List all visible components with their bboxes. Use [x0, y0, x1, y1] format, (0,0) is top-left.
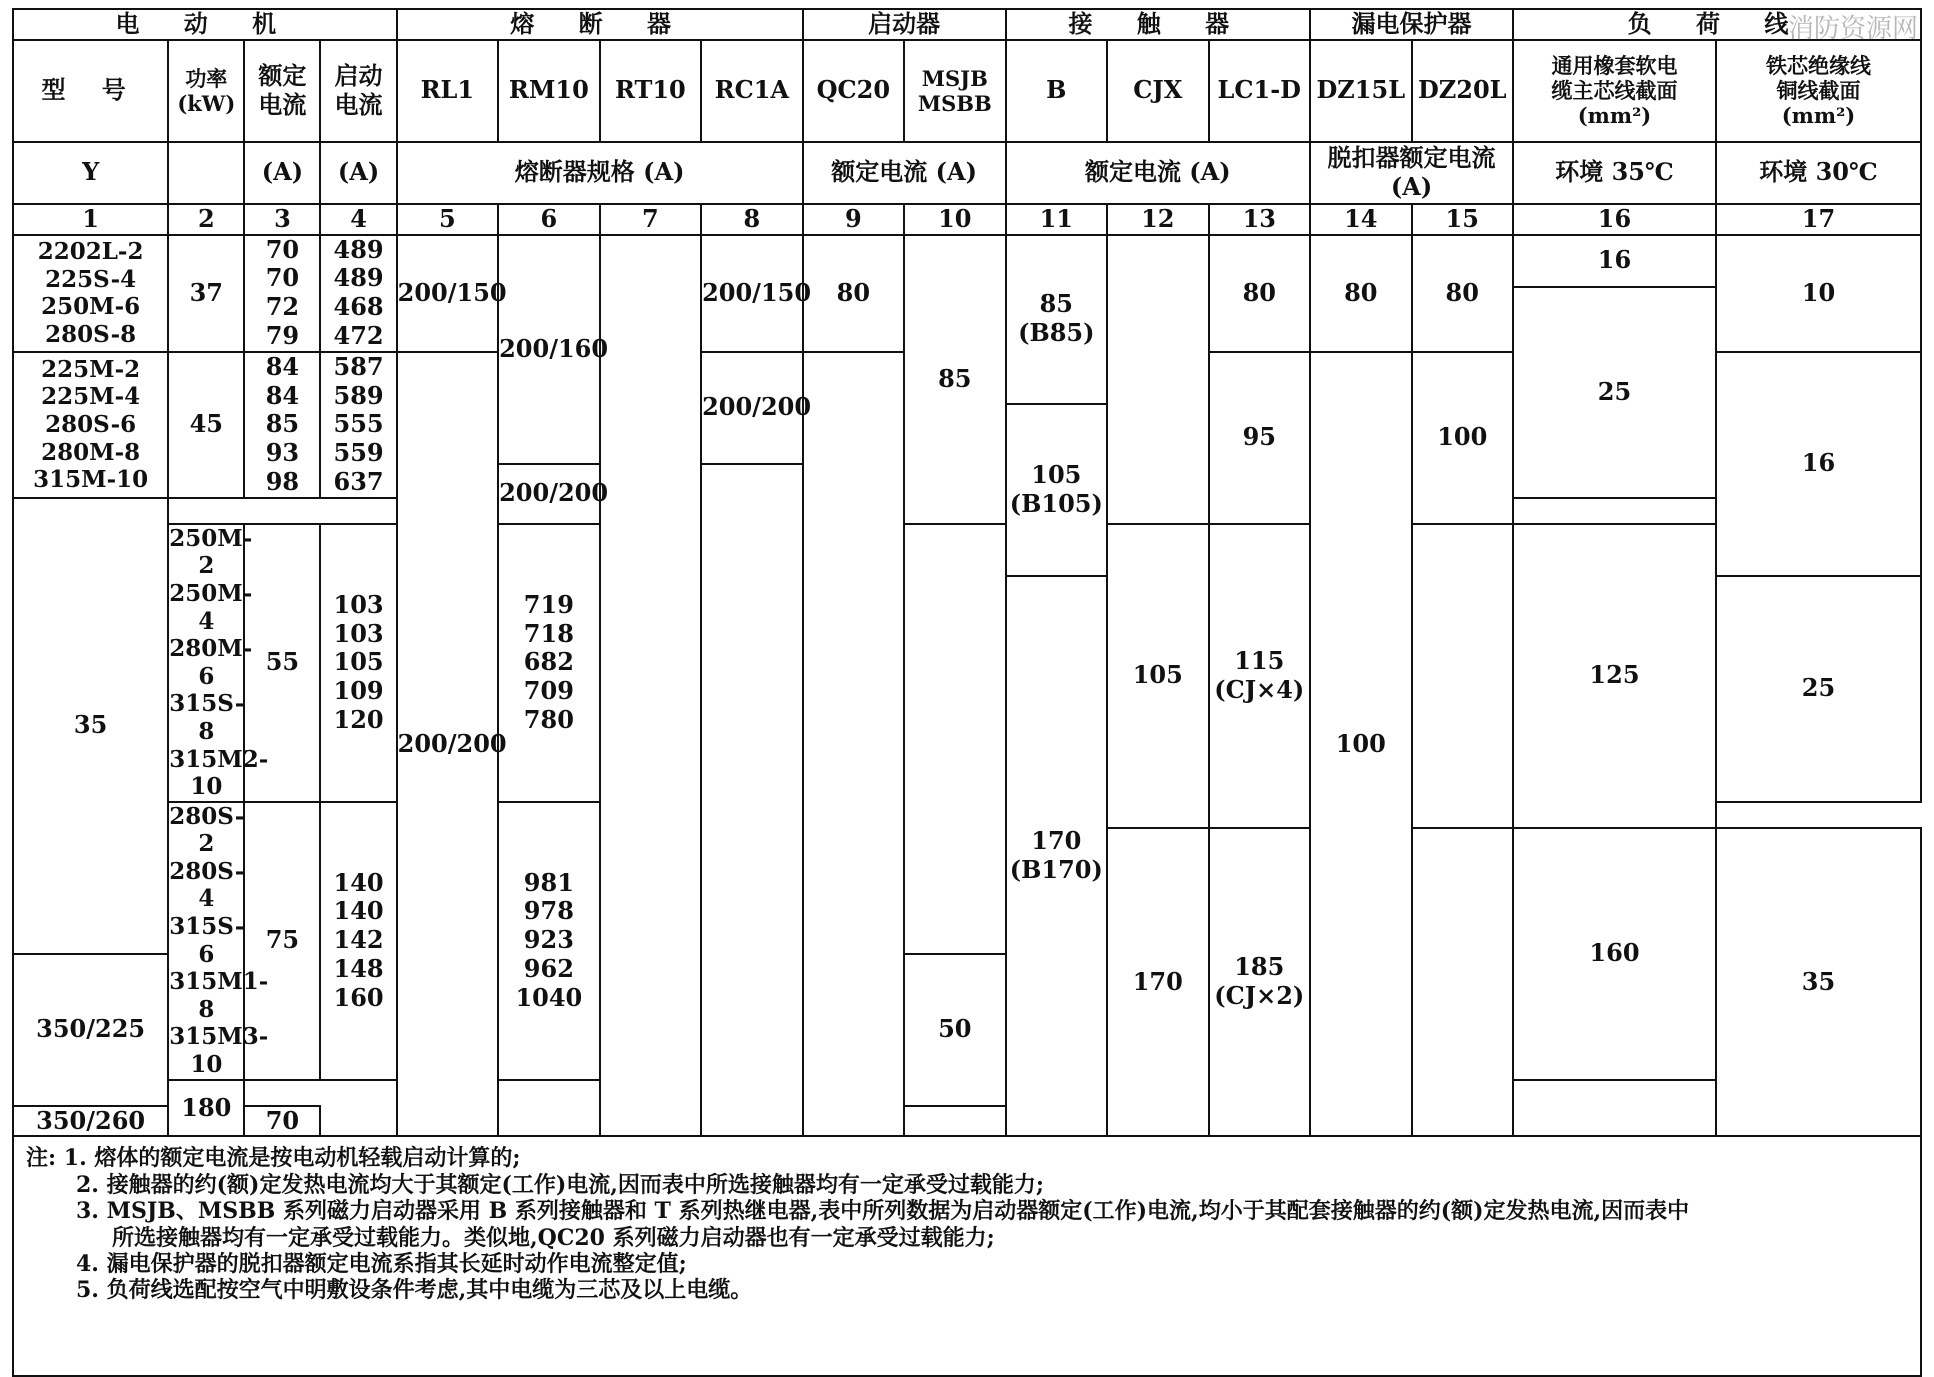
note-4: 4. 漏电保护器的脱扣器额定电流系指其长延时动作电流整定值; [76, 1251, 687, 1277]
qc20-cell: 80 [803, 235, 904, 352]
note-5: 5. 负荷线选配按空气中明敷设条件考虑,其中电缆为三芯及以上电缆。 [76, 1277, 753, 1304]
rm10-cell: 350/260 [13, 1106, 168, 1137]
group-header-row [13, 9, 1921, 40]
dz20l-cell: 80 [1412, 235, 1513, 352]
unit-fuse-spec: 熔断器规格 (A) [397, 142, 803, 204]
rt10-cell [600, 235, 701, 1137]
motor-group-75kw-rated: 140 140 142 148 160 [320, 802, 396, 1080]
col-number: 8 [701, 204, 803, 235]
dz20l-cell: 160 [1513, 828, 1716, 1080]
motor-group-45kw-power: 45 [168, 352, 244, 498]
col-number: 17 [1716, 204, 1921, 235]
group-leakage-protector: 漏电保护器 [1310, 9, 1513, 40]
unit-env35: 环境 35℃ [1513, 142, 1716, 204]
rubber-cable-cell: 16 [1513, 235, 1716, 287]
motor-group-37kw-models: 2202L-2 225S-4 250M-6 280S-8 [13, 235, 168, 352]
rm10-cell: 350/225 [13, 954, 168, 1106]
header-rated-current: 额定 电流 [244, 40, 320, 142]
motor-protection-selection-table [12, 8, 1922, 1304]
col-number: 10 [904, 204, 1005, 235]
motor-group-75kw-start: 981 978 923 962 1040 [498, 802, 599, 1080]
header-rc1a: RC1A [701, 40, 803, 142]
header-cjx: CJX [1107, 40, 1208, 142]
header-rm10: RM10 [498, 40, 599, 142]
dz20l-cell: 125 [1513, 524, 1716, 828]
dz15l-cell: 100 [1310, 352, 1411, 1137]
col-number: 1 [13, 204, 168, 235]
header-iron-wire-section: 铁芯绝缘线 铜线截面 (mm²) [1716, 40, 1921, 142]
rc1a-cell: 200/200 [701, 352, 803, 464]
iron-wire-cell: 25 [1716, 576, 1921, 802]
notes-row [13, 1136, 1921, 1376]
msjb-msbb-cell: 85 [904, 235, 1005, 524]
note-3-continued: 所选接触器均有一定承受过载能力。类似地,QC20 系列磁力启动器也有一定承受过载能力; [112, 1224, 995, 1251]
header-lc1d: LC1-D [1209, 40, 1311, 142]
spec-table [12, 8, 1922, 1377]
col-number: 14 [1310, 204, 1411, 235]
rc1a-cell-empty [701, 464, 803, 1137]
motor-group-45kw-rated: 84 84 85 93 98 [244, 352, 320, 498]
header-dz20l: DZ20L [1412, 40, 1513, 142]
header-qc20: QC20 [803, 40, 904, 142]
rubber-cable-cell: 35 [13, 498, 168, 954]
unit-contactor-rated: 额定电流 (A) [1006, 142, 1310, 204]
qc20-cell-empty [803, 352, 904, 1137]
col-number: 7 [600, 204, 701, 235]
rm10-cell-empty [904, 524, 1005, 954]
motor-group-75kw-power: 75 [244, 802, 320, 1080]
group-fuse: 熔 断 器 [397, 9, 803, 40]
unit-trip-rated: 脱扣器额定电流 (A) [1310, 142, 1513, 204]
col-number: 4 [320, 204, 396, 235]
b-contactor-cell: 170 (B170) [1006, 576, 1107, 1137]
group-load-line-label: 负 荷 线 [1627, 9, 1807, 38]
header-msjb-msbb: MSJB MSBB [904, 40, 1005, 142]
dz15l-cell: 80 [1310, 235, 1411, 352]
b-contactor-cell: 85 (B85) [1006, 235, 1107, 404]
rc1a-cell: 200/150 [701, 235, 803, 352]
motor-group-55kw-rated: 103 103 105 109 120 [320, 524, 396, 802]
lc1d-cell-empty [1412, 524, 1513, 828]
iron-wire-cell: 35 [1716, 828, 1921, 1137]
note-1: 注: 1. 熔体的额定电流是按电动机轻载启动计算的; [26, 1145, 521, 1172]
header-start-current: 启动 电流 [320, 40, 396, 142]
motor-group-45kw-start: 587 589 555 559 637 [320, 352, 396, 498]
header-rubber-cable-section: 通用橡套软电 缆主芯线截面 (mm²) [1513, 40, 1716, 142]
dz20l-cell: 180 [168, 1080, 244, 1137]
msjb-msbb-cell: 170 [1107, 828, 1208, 1137]
header-rt10: RT10 [600, 40, 701, 142]
lc1d-cell: 95 [1209, 352, 1311, 524]
column-number-row [13, 204, 1921, 235]
rm10-cell: 200/160 [498, 235, 599, 464]
col-number: 5 [397, 204, 498, 235]
unit-env30: 环境 30℃ [1716, 142, 1921, 204]
unit-a3: (A) [244, 142, 320, 204]
group-starter: 启动器 [803, 9, 1006, 40]
dz20l-cell: 100 [1412, 352, 1513, 524]
watermark: 消防资源网 [1787, 14, 1918, 44]
header-model: 型 号 [13, 40, 168, 142]
col-number: 3 [244, 204, 320, 235]
unit-a4: (A) [320, 142, 396, 204]
units-row [13, 142, 1921, 204]
col-number: 11 [1006, 204, 1107, 235]
unit-empty [168, 142, 244, 204]
unit-starter-rated: 额定电流 (A) [803, 142, 1006, 204]
group-motor: 电 动 机 [13, 9, 397, 40]
col-number: 16 [1513, 204, 1716, 235]
motor-group-45kw-models: 225M-2 225M-4 280S-6 280M-8 315M-10 [13, 352, 168, 498]
note-2: 2. 接触器的约(额)定发热电流均大于其额定(工作)电流,因而表中所选接触器均有一定承受过载能力; [76, 1171, 1045, 1198]
header-b: B [1006, 40, 1107, 142]
column-header-row [13, 40, 1921, 142]
col-number: 2 [168, 204, 244, 235]
iron-wire-cell: 10 [1716, 235, 1921, 352]
col-number: 9 [803, 204, 904, 235]
header-power: 功率 (kW) [168, 40, 244, 142]
msjb-msbb-cell: 105 [1107, 524, 1208, 828]
b-contactor-cell: 105 (B105) [1006, 404, 1107, 576]
motor-group-37kw-rated: 70 70 72 79 [244, 235, 320, 352]
unit-y: Y [13, 142, 168, 204]
rubber-cable-cell: 70 [244, 1106, 320, 1137]
header-rl1: RL1 [397, 40, 498, 142]
rl1-cell: 200/200 [397, 352, 498, 1137]
rubber-cable-cell: 50 [904, 954, 1005, 1106]
cjx-cell-empty [1107, 235, 1208, 524]
cjx-cell: 185 (CJ×2) [1209, 828, 1311, 1137]
rubber-cable-cell: 25 [1513, 287, 1716, 498]
lc1d-cell: 80 [1209, 235, 1311, 352]
group-contactor: 接 触 器 [1006, 9, 1310, 40]
cjx-cell: 115 (CJ×4) [1209, 524, 1311, 828]
notes-block [13, 1136, 1921, 1376]
lc1d-cell-empty [1412, 828, 1513, 1137]
motor-group-55kw-models: 250M-2 250M-4 280M-6 315S-8 315M2-10 [169, 524, 269, 801]
header-dz15l: DZ15L [1310, 40, 1411, 142]
motor-group-37kw-power: 37 [168, 235, 244, 352]
col-number: 13 [1209, 204, 1311, 235]
col-number: 12 [1107, 204, 1208, 235]
rm10-cell: 200/200 [498, 464, 599, 524]
col-number: 15 [1412, 204, 1513, 235]
col-number: 6 [498, 204, 599, 235]
rl1-cell: 200/150 [397, 235, 498, 352]
motor-group-55kw-power: 55 [244, 524, 320, 802]
motor-group-55kw-start: 719 718 682 709 780 [498, 524, 599, 802]
iron-wire-cell: 16 [1716, 352, 1921, 576]
motor-group-37kw-start: 489 489 468 472 [320, 235, 396, 352]
motor-group-75kw-models: 280S-2 280S-4 315S-6 315M1-8 315M3-10 [169, 802, 269, 1079]
note-3: 3. MSJB、MSBB 系列磁力启动器采用 B 系列接触器和 T 系列热继电器,表中所列数据为启动器额定(工作)电流,均小于其配套接触器的约(额)定发热电流,因而表中 [76, 1198, 1690, 1225]
